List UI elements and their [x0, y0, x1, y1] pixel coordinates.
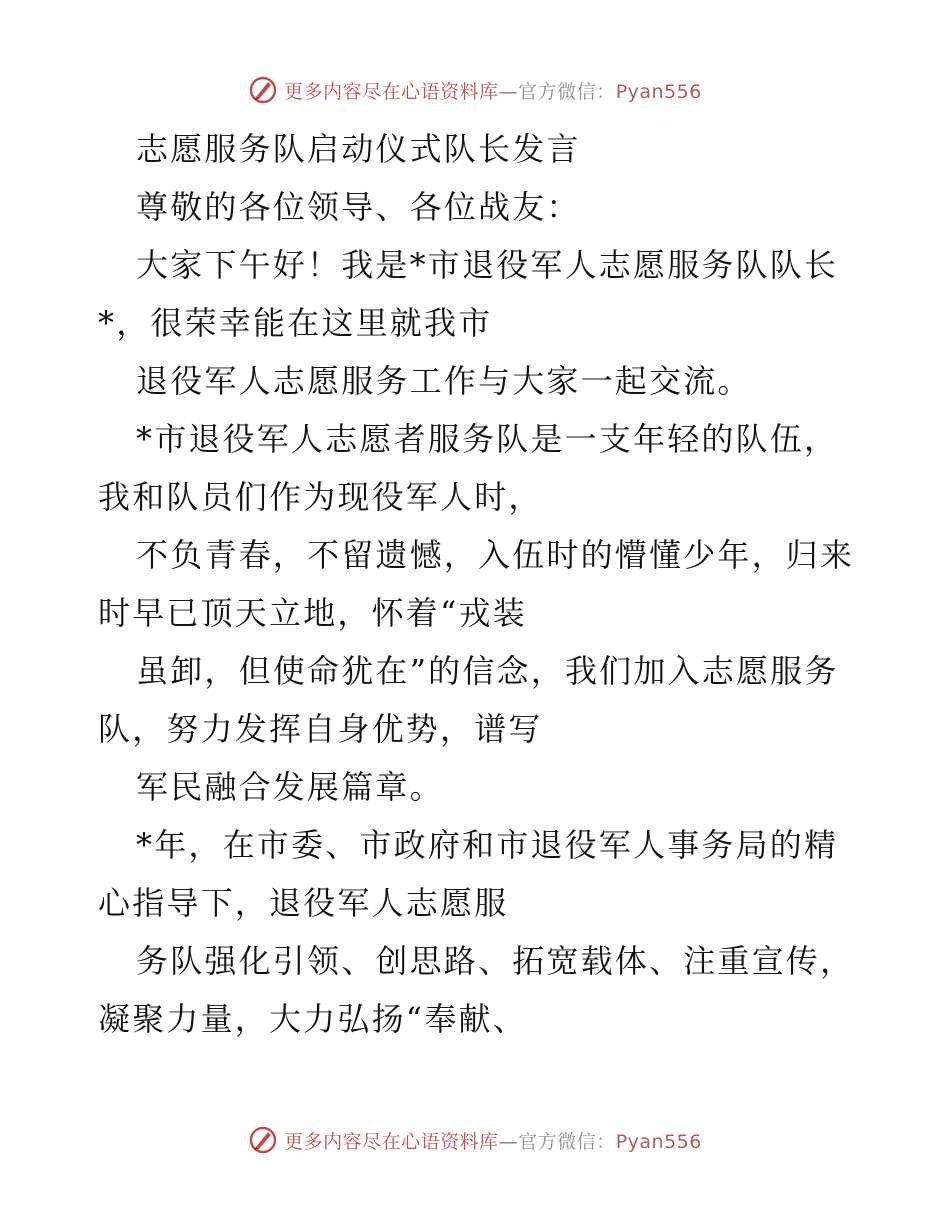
- banner-separator: —: [498, 80, 519, 103]
- wechat-id: Pyan556: [615, 80, 702, 103]
- paragraph-line: *年，在市委、市政府和市退役军人事务局的精: [136, 826, 839, 864]
- wechat-id: Pyan556: [615, 1130, 702, 1153]
- site-name: 更多内容尽在心语资料库: [284, 80, 499, 103]
- document-body: [98, 120, 858, 1048]
- banner-separator: —: [498, 1130, 519, 1153]
- paragraph-line: 心指导下，退役军人志愿服: [98, 884, 509, 922]
- paragraph-line: 不负青春，不留遗憾，入伍时的懵懂少年，归来: [136, 536, 855, 574]
- paragraph-line: 大家下午好！我是*市退役军人志愿服务队队长: [136, 246, 839, 284]
- paragraph-line: *市退役军人志愿者服务队是一支年轻的队伍，: [136, 420, 839, 458]
- wechat-label: 官方微信：: [518, 80, 616, 103]
- paragraph-line: 虽卸，但使命犹在”的信念，我们加入志愿服务: [136, 652, 839, 690]
- document-title: 志愿服务队启动仪式队长发言: [136, 130, 581, 168]
- wechat-label: 官方微信：: [518, 1130, 616, 1153]
- paragraph-line: 务队强化引领、创思路、拓宽载体、注重宣传，: [136, 942, 855, 980]
- footer-banner-text: [284, 1127, 702, 1154]
- header-banner-text: [284, 77, 702, 104]
- quill-pen-logo-icon: [248, 1125, 278, 1155]
- paragraph-line: 时早已顶天立地，怀着“戎装: [98, 594, 527, 632]
- paragraph-line: 退役军人志愿服务工作与大家一起交流。: [136, 362, 752, 400]
- paragraph-line: *，很荣幸能在这里就我市: [98, 304, 493, 342]
- paragraph-line: 军民融合发展篇章。: [136, 768, 444, 806]
- paragraph-line: 我和队员们作为现役军人时，: [98, 478, 543, 516]
- quill-pen-logo-icon: [248, 75, 278, 105]
- footer-banner: [0, 1120, 950, 1160]
- site-name: 更多内容尽在心语资料库: [284, 1130, 499, 1153]
- paragraph-line: 凝聚力量，大力弘扬“奉献、: [98, 1000, 527, 1038]
- header-banner: [0, 70, 950, 110]
- paragraph-line: 队，努力发挥自身优势，谱写: [98, 710, 543, 748]
- salutation: 尊敬的各位领导、各位战友：: [136, 188, 581, 226]
